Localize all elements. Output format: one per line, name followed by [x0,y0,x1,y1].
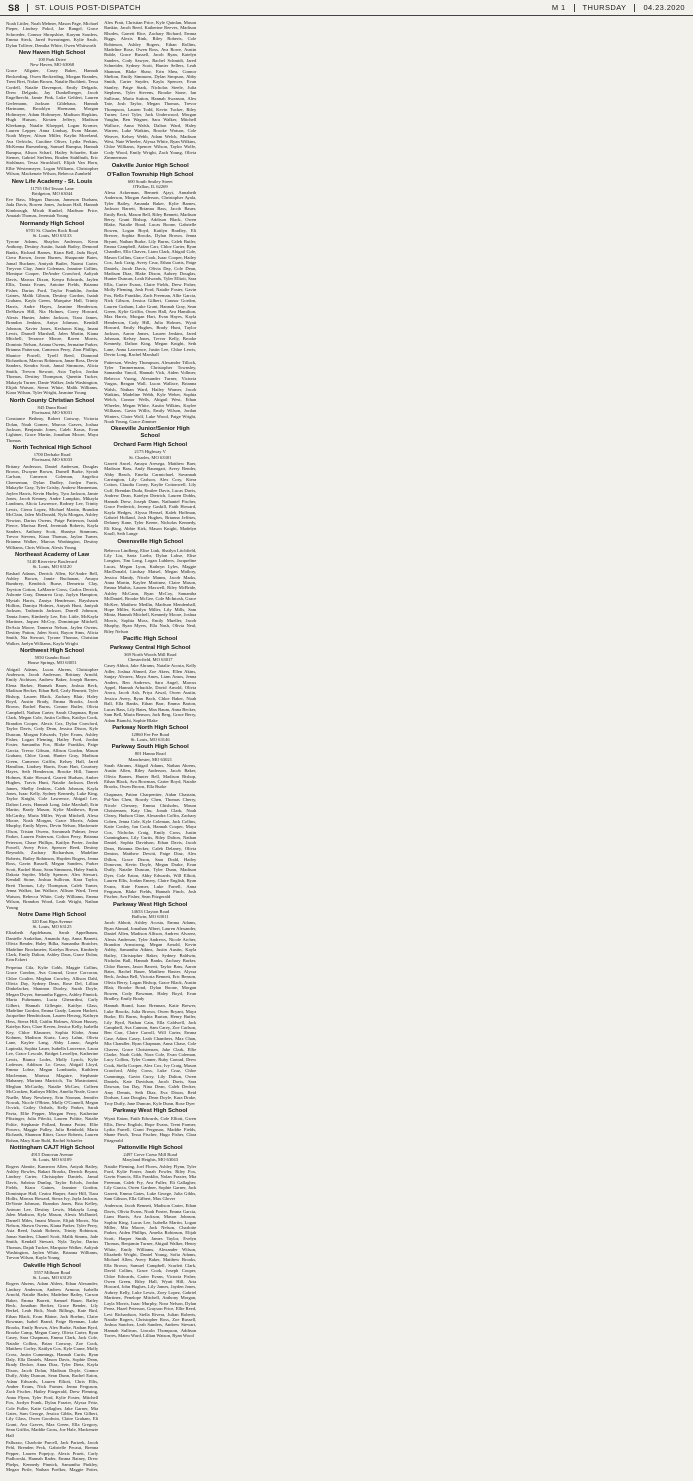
school-block [104,1108,196,1143]
school-city: Maryland Heights, MO 63043 [122,1157,179,1163]
school-city: St. Louis, MO 63133 [32,232,72,238]
school-name: Owensville High School [117,538,184,545]
graduate-names: Alexa Ackerman, Bennett Ajayi, Annabeth Anderson, Morgan Anderson, Christopher Ayala, Tyler Bailey, Amanda Baker, Kylie Barnes, Jackson Barrett, Brianna Bass, Jacob Bauer, Emily Beck, Mason Bell, Riley Bennett, Madison Berry, Grant Bishop, Addison Black, Owen Blake, Natalie Bond, Lucas Boone, Gabrielle Bowen, Logan Boyd, Kaitlyn Bradley, Eli Brewer, Sophia Brooks, Dylan Brown, Jenna Bryant, Nathan Burke, Lily Burns, Caleb Butler, Emma Campbell, Aidan Carr, Chloe Carter, Ryan Chandler, Ella Chavez, Liam Clark, Abigail Cole, Mason Collins, Grace Cook, Isaac Cooper, Hailey Cox, Jack Craig, Avery Cruz, Ethan Curtis, Paige Daniels, Jacob Davis, Olivia Day, Cole Dean, Madison Diaz, Blake Dixon, Aubrey Douglas, Hunter Duncan, Leah Edwards, Tyler Elliott, Sara Ellis, Carter Evans, Claire Fields, Drew Fisher, Molly Fleming, Josh Ford, Natalie Foster, Gavin Fox, Bella Franklin, Zach Freeman, Allie Garcia, Nick Gibson, Jessica Gilbert, Connor Gordon, Lauren Graham, Luke Grant, Hannah Gray, Sean Green, Kylie Griffin, Owen Hall, Ava Hamilton, Max Harris, Morgan Hart, Evan Hayes, Kayla Henderson, Cody Hill, Julia Holmes, Wyatt Howard, Emily Hughes, Brady Hunt, Taylor Jackson, Aaron James, Lauren Jenkins, Jared Johnson, Kelsey Jones, Trevor Kelly, Brooke Kennedy, Dalton King, Megan Knight, Seth Lane, Anna Lawrence, Justin Lee, Chloe Lewis, Devin Long, Rachel Marshall [104,189,197,358]
school-address: 369 North Woods Mill Road [124,652,177,658]
graduate-names: Jacob Abbott, Ashley Acosta, Emma Adams, Ryan Ahmad, Jonathan Albert, Lauren Alexander, Daniel Allen, Madison Allison, Andrew Alvarez, Alexis Anderson, Tyler Andrews, Nicole Archer, Brandon Armstrong, Megan Arnold, Kevin Ashby, Samantha Atkins, Justin Austin, Kayla Bailey, Christopher Baker, Sydney Baldwin, Nicholas Ball, Hannah Banks, Zachary Barker, Chloe Barnes, Jason Barrett, Taylor Bass, Aaron Bates, Rachel Bauer, Matthew Baxter, Alyssa Beck, Joshua Bell, Victoria Bennett, Eric Benson, Olivia Berry, Logan Bishop, Grace Black, Austin Blair, Brooke Bond, Dylan Boone, Morgan Bowen, Cody Bowman, Haley Boyd, Evan Bradley, Emily Brady [104,920,197,1001]
graduate-names: Casey Abbot, Jake Abrams, Natalie Acosta, Kelly Adler, Joshua Ahmed, Zoe Akers, Ellen Akins, Sanjay Alvarez, Maya Ames, Liam Amos, Jenna Anders, Ben Andrews, Sara Angel, Marcus Appel, Hannah Arbuckle, David Arnold, Olivia Arora, Jacob Ash, Priya Atwal, Owen Austin, Jessica Avery, Ryan Bach, Chloe Baker, Noah Ball, Ella Banks, Ethan Barr, Emma Barton, Lucas Bass, Lily Bates, Max Baum, Anna Becker, Sam Bell, Maria Benson, Jack Berg, Grace Berry, Adam Bianchi, Sophie Blake [104,663,197,723]
school-block [104,360,196,425]
header-divider [574,4,575,12]
school-block [104,426,196,440]
school-address: 14653 Clayton Road [131,908,170,914]
school-block [6,965,98,1143]
school-city: St. Louis, MO 63146 [130,737,170,743]
header-left [8,3,141,13]
school-block [104,1003,196,1106]
graduate-names: Constance Bethmy, Robert Conway, Victoria Dolan, Noah Gomez, Marcus Graves, Joshua Jackson, Benjamin Jones, Caleb Kraus, Evan Lightner, Grace Martin, Jonathan Moore, Maya Thomas [6,416,99,443]
school-address: 801 Hanna Road [134,751,166,757]
header-right [552,3,685,12]
school-address: 845 Dunn Road [37,404,67,410]
page-number: S8 [8,2,20,13]
page-header [0,0,693,16]
school-block [104,792,196,900]
graduate-names: Elizabeth Applebaum, Sarah Appelbaum, Danielle Arakelian, Amanda Arp, Anna Barnett, Olivia Bender, Haley Bilka, Samantha Bratcher, Madeline Brockmeier, Katelyn Brown, Kimberly Clark, Emily Dalton, Ashley Daus, Grace Dolan, Erin Eckert [6,930,99,963]
school-name: Oakville High School [23,1262,81,1269]
school-name: New Haven High School [18,50,86,57]
graduate-listing-columns [6,20,687,1475]
school-name: North County Christian School [9,397,95,404]
school-address: 5140 Riverview Boulevard [27,559,77,565]
school-block [104,725,196,742]
school-name: Normandy High School [20,220,85,227]
school-address: 2175 Highway V [134,449,166,455]
school-block [6,648,98,910]
graduate-names: Britany Anderson, Daniel Anderson, Douglas Brown, Dwayne Brown, Darnell Burke, Syriah Carlson, Cameron Coleman, Angelica Cheeseman, Dylan Dudley, Jordyn Farris, Makaylie Gray, Tyler Grisby, Andrew Hanneman, Jaylen Harris, Kevin Hurley, Tyra Jackson, Jamie Jones, Jacob Kenney, Andre Lampkin, Mikayla Landrum, Alicia Lawrence, Rodney Lee, Trinity Lewis, Cierra Lopez, Michael Martin, Brandon McClain, Jalen McDonald, Nyla Morgan, Ashley Newton, Darius Owens, Paige Patterson, Isaiah Pierce, Marissa Reed, Jeremiah Roberts, Kayla Sanders, Anthony Scott, Shaniya Simmons, Trevor Stevens, Kiara Thomas, Jaylon Turner, Brianna Walker, Marcus Washington, Destiny Williams, Chris Wilson, Alexis Young [6,463,99,550]
graduate-names: Wyatt Eaton, Faith Edwards, Cole Elliott, Gwen Ellis, Drew English, Hope Evans, Trent Farmer, Lydia Farrell, Grant Ferguson, Maddie Fields, Shane Finch, Tessa Fischer, Hugo Fisher, Clara Fitzgerald [104,1116,197,1143]
school-address: 12860 Fee Fee Road [131,731,170,737]
school-name: Parkway South High School [111,744,189,751]
graduate-names: Natalie Fleming, Joel Flores, Ashley Flynn, Tyler Ford, Kylie Foster, Jonah Fowler, Riley Fox, Gavin Francis, Ella Franklin, Nolan Frazier, Mia Freeman, Caleb Fry, Ava Fuller, Eli Gallagher, Lily Garcia, Owen Gardner, Sophie Garner, Jack Garrett, Emma Gates, Luke George, Julia Gibbs, Sam Gibson, Ella Gilbert, Max Glover [104,1163,197,1201]
graduate-names: Chapman, Patton Charpentier, Aidan Chastain, Pal-Yan Chen, Rowdy Chen, Thomas Cherry, Nicole Chesney, Emma Chisholm, Mason Christensen, Katy Chu, Jonah Clark, Noah Cleary, Hudson Cline, Alexandra Coffin, Zachary Cohen, Jenna Cole, Kyle Coleman, Jack Collins, Katie Conley, Ian Cook, Hannah Cooper, Maya Cox, Nicholas Craig, Emily Cross, Justin Cunningham, Lily Curtis, Riley Dalton, Nathan Daniel, Sophia Davidson, Ethan Davis, Jacob Dean, Brianna Decker, Caleb Delaney, Olivia Denton, Matthew Dewitt, Paige Diaz, Alex Dillon, Grace Dixon, Sam Dodd, Hailey Donovan, Kevin Doyle, Megan Drake, Evan Duffy, Natalie Duncan, Tyler Dunn, Madison Dyer, Cole Eaton, Abby Edwards, Will Elliott, Lauren Ellis, Jordan Emery, Claire English, Ryan Evans, Kate Farmer, Luke Farrell, Anna Ferguson, Blake Fields, Hannah Finch, Josh Fischer, Ava Fisher, Sean Fitzgerald [104,791,197,900]
graduate-names: Rashad Adams, Derrick Allen, Ke'Andre Bell, Ashley Brown, Jamie Buchanan, Amaya Bumbrey, Kendrick Burse, Demetria Clay, Tayvion Cotton, LaMarrie Cross, Carlos Derrick, Ashonte Gray, Damarea Gray, Jaylyn Hampton, Myriah Harris, Zaniya Henderson, Rayshawn Hollins, Damiya Holmes, Aniyah Hunt, Janiyah Jackson, Tashonda Jackson, Darrell Johnson, Tamia Jones, Kimberly Lee, Eric Little, McKayla Martinez, Jaquez McCoy, Dominique Mitchell, DeAsia Moore, Tamerra Nelson, Jaylen Owens, Destiny Patton, Jalen Scott, Rayon Sims, Alicia Smith, Nia Stewart, Tyrone Thomas, Christian Walker, Jaelyn Williams, Kayla Wright [6,570,99,646]
school-city: Manchester, MO 63021 [128,756,172,762]
graduate-names: Sarah Abrams, Abigail Adams, Nathan Ahrens, Austin Allen, Riley Anderson, Jacob Baker, Olivia Barnes, Hunter Bell, Madison Bishop, Ethan Black, Ava Bowman, Carter Boyd, Natalie Brooks, Owen Brown, Ella Burke [104,762,197,790]
school-address: 11755 Old Tesson Lane [30,185,74,191]
school-city: Florissant, MO 63033 [31,457,73,463]
header-divider [634,4,635,12]
school-name: Parkway North High School [112,724,189,731]
graduate-names: Tyrone Adams, Shaylon Anderson, Keon Anthony, Destiny Austin, Isaiah Bailey, Demond Banks, Richard Barnes, Kiara Bell, Jada Boyd, Ciera Brown, Javon Burnes, Shaquonte Bates, Jamal Buckner, Amiyah Butler, Naomi Carter, Treyvon Clay, Jamir Coleman, Jasmine Collins, Monique Cooper, DeAndre Crawford, Aaliyah Davis, Marcus Dixon, Kenya Edwards, Jaylen Ellis, Tamia Evans, Antoine Fields, Brianna Fisher, Darius Ford, Taylor Franklin, Jordan Gaines, Malik Gibson, Destiny Gordon, Isaiah Graham, Kayla Green, Marquise Hall, Trinity Harris, Andre Hayes, Jasmine Henderson, DeShawn Hill, Nia Holmes, Corey Howard, Alexis Hunter, Jaden Jackson, Tiara James, Brandon Jenkins, Aniya Johnson, Kendall Johnson, Xavier Jones, Keshawn King, Imani Lewis, Darnell Marshall, Jalen Martin, Kiana Mitchell, Terrance Moore, Raven Morris, Dominic Nelson, Ariana Owens, Jermaine Parker, Brianna Patterson, Cameron Perry, Zion Phillips, Shanice Powell, Tyrell Reed, Diamond Richardson, Marcus Robinson, Janae Ross, Devin Sanders, Kendra Scott, Jamal Simmons, Alicia Smith, Trevon Stewart, Asia Taylor, Jordan Thomas, Destiny Thompson, Quentin Tucker, Makayla Turner, Dante Walker, Jada Washington, Elijah Watson, Sierra White, Malik Williams, Kiara Wilson, Tyler Wright, Jasmine Young [6,239,99,396]
graduate-names: Palluzzo, Charlotte Parcell, Jack Parizek, Jacob Pehl, Brenden Peck, Gabrielle Pecaut, Brenna Pepper, Lauren Popejoy, Alexis Pruett, Carly Pudlowski, Hannah Rader, Emma Rainey, Drew Phelps, Kennedy Pinnick, Samantha Pinkley, Megan Pirtle, Nathan Poelker, Maggie Potter, Alex Pratt, Christian Price, Kyle Quinlan, Mason Rankin, Jacob Reed, Katherine Reeves, Madison Rhodes, Garrett Rice, Zachary Richard, Emma Riggs, Alexis Rink, Riley Roberts, Cole Robinson, Ashley Rogers, Ethan Rollins, Madeline Rose, Owen Ross, Ava Rowe, Austin Ruble, Grace Russell, Jacob Ryan, Katelyn Sanders, Cody Sawyer, Rachel Schmidt, Jared Schneider, Sydney Scott, Hunter Sellers, Leah Shannon, Blake Shaw, Erin Shea, Connor Shelton, Emily Simmons, Dylan Simpson, Abby Smith, Carter Snyder, Kayla Spencer, Evan Stanley, Paige Stark, Nicholas Steele, Julia Stephens, Tyler Stevens, Brooke Stone, Ian Sullivan, Maria Sutton, Hannah Swanson, Alex Tate, Josh Taylor, Megan Thomas, Trevor Thompson, Lauren Todd, Kevin Tucker, Riley Turner, Lexi Tyler, Jack Underwood, Morgan Vaughn, Ben Wagner, Sara Walker, Mitchell Wallace, Anna Walsh, Dalton Ward, Haley Warren, Luke Watkins, Brooke Watson, Cole Weaver, Kelsey Webb, Adam Welch, Madison West, Nate Wheeler, Alyssa White, Ryan Wilkins, Chloe Williams, Spencer Wilson, Taylor Wolfe, Cody Wood, Emily Wright, Zach Young, Olivia Zimmerman [6,20,197,1473]
school-city: St. Louis, MO 63109 [32,1157,72,1163]
school-block [6,398,98,443]
graduate-names: Abigail Adams, Lucas Ahrens, Christopher Anderson, Jacob Anderson, Brittany Arnold, Emily Atchison, Andrew Baker, Joseph Barnes, Elena Barker, Hannah Bauer, Joshua Beck, Madison Becker, Ethan Bell, Carly Bennett, Tyler Bishop, Lauren Black, Zachary Blair, Haley Boyd, Austin Brady, Emma Brooks, Jacob Brown, Rachel Burns, Connor Butler, Olivia Campbell, Nathan Carter, Sarah Chapman, Ryan Clark, Megan Cole, Justin Collins, Kaitlyn Cook, Brandon Cooper, Alexis Cox, Dylan Crawford, Taylor Davis, Cody Dean, Jessica Dixon, Kyle Duncan, Morgan Edwards, Tyler Evans, Ashley Fisher, Logan Fleming, Hailey Ford, Jordan Foster, Samantha Fox, Blake Franklin, Paige Garcia, Trevor Gibson, Allison Gordon, Mason Graham, Chloe Grant, Hunter Gray, Madison Green, Cameron Griffin, Kelsey Hall, Jared Hamilton, Lindsey Harris, Evan Hart, Courtney Hayes, Seth Henderson, Brooke Hill, Tanner Holmes, Katie Howard, Garrett Hudson, Amber Hughes, Travis Hunt, Natalie Jackson, Derek James, Shelby Jenkins, Caleb Johnson, Kayla Jones, Isaac Kelly, Sydney Kennedy, Luke King, Taylor Knight, Cole Lawrence, Abigail Lee, Dalton Lewis, Hannah Long, Jake Marshall, Erin Martin, Brady Mason, Kylie Matthews, Ryan McCarthy, Maria Miller, Wyatt Mitchell, Alexa Moore, Noah Morgan, Grace Morris, Adam Murphy, Emily Myers, Devin Nelson, Mackenzie Olson, Tristan Owens, Savannah Palmer, Jesse Parker, Lauren Patterson, Colton Perry, Brianna Peterson, Chase Phillips, Kaitlyn Porter, Jordan Powell, Avery Price, Spencer Reed, Destiny Reynolds, Zachary Richardson, Madeline Roberts, Bailey Robinson, Hayden Rogers, Jenna Ross, Gavin Russell, Megan Sanders, Parker Scott, Rachel Shaw, Sean Simmons, Haley Smith, Dakota Snyder, Molly Spencer, Alex Stewart, Kendall Stone, Joshua Sullivan, Kara Taylor, Brett Thomas, Lily Thompson, Caleb Turner, Jenna Walker, Ian Wallace, Allison Ward, Trent Watson, Rebecca White, Cody Williams, Emma Wilson, Brandon Wood, Leah Wright, Nathan Young [6,666,99,910]
school-city: New Haven, MO 63068 [29,62,75,68]
graduate-names: Rogers Ahmite, Kameron Allen, Aniyah Bailey, Ashley Bowles, Bakari Brooks, Derrick Bryant, Lindsey Carter, Christopher Daniels, Jamal Davis, Sabrina Dunlap, Taylor Echols, Jordan Fields, Kiara Gaines, Jasmine Gordon, Dominique Hall, Ceaira Harper, Amir Hill, Tiara Hollis, Marcus Howard, Sierra Ivy, Jayla Jackson, DeVonte Johnson, Brandon Jones, Bria Kelley, Antwan Lee, Destiny Lewis, Makayla Long, Jalen Madison, Kyla Mason, Alexis McDaniel, Darnell Miles, Imani Moore, Elijah Morris, Nia Nelson, Shawn Owens, Kiana Parker, Tyler Perry, Asia Reed, Isaiah Roberts, Trinity Robinson, Jamar Sanders, Chanel Scott, Malik Simms, Jade Smith, Kendall Stewart, Nyla Taylor, Darius Thomas, Dajah Tucker, Marquise Walker, Aaliyah Washington, Jaylen White, Brianna Williams, Trevon Wilson, Kayla Young [6,1163,99,1261]
school-block [6,1263,98,1438]
school-name: Notre Dame High School [18,911,87,918]
graduate-names: Perpetua Cila, Kylie Cobb, Maggie Collins, Grace Condon, Ava Conrad, Grace Corcoran, Chloe Coulter, Meghan Crowley, Allison Dahl, Olivia Day, Sydney Dean, Rose Del, Lillian Dinkelacker, Shannon Dooley, Sarah Doyle, Megan Dwyer, Samantha Eggers, Ashley Finnick, Maria Fuhrmann, Lucia Gherardini, Carly Gilbert, Hannah Gillespie, Kaitlyn Glass, Madeline Gordon, Emma Grady, Lauren Hackett, Jacqueline Hendrickson, Lauren Herzog, Kathryn Hess, Sierra Hill, Caitlin Holmes, Alison Hussey, Katelyn Kerr, Clare Keven, Jessica Kelly, Isabella Key, Chloe Klausner, Sophia Klobe, Anna Kohnen, Madison Kurtz, Lucy Lahm, Olivia Lane, Kaylee Lang, Abby Lanzo, Angela Lapinski, Sophia Lauer, Isabella Lawrence, Laura Lee, Grace Lescale, Bridget Lewellyn, Katherine Lewis, Bianca Lodes, Molly Lynch, Kylie Lodesser, Addison Lo Gesso, Abigail Lloyd, Emma Lohse, Megan Lombardo, Kathleen Maclennan, Marissa Maguire, Stephanie Mahaney, Mariana Maricich, Tia Mastroianni, Meghan McCarthy, Natalie McCaw, Colleen McCracken, Kathryn Miller, Amelia Neale, Grace Nuelle, Mary Newberry, Erin Noonan, Jennifer Nowak, Nicole O'Brien, Molly O'Connell, Megan Ocvirk, Cailey Ortbals, Kelly Parker, Sarah Pavia, Ellie Pepper, Morgan Perry, Katherine Pfitzinger, Julia Pilecki, Lauren Politte, Natalie Polite, Stephanie Pollard, Emma Potter, Ellie Powers, Maggie Pulley, Julia Reinhold, Maria Richards, Shannon Ritter, Grace Roberts, Lauren Rohan, Mary Kate Ruhl, Rachel Schaefer [6,964,99,1143]
graduate-names: Grace Allgaier, Casey Baker, Hannah Beckerding, Owen Beckerding, Morgan Brandes, Trent Brei, Nolan Brown, Natalie Buchheit, Tessa Cordell, Natalie Davenport, Emily Delgado, Drew Delgado, Jay Dunkelberger, Jacob Engelbrecht, Jamie Fink, Luke Gehlert, Lauren Gerlemann, Jackson Gildehaus, Hannah Hartmann, Brooklyn Hoemann, Morgan Holtmeyer, Adam Holtmeyer, Madison Hopkins, Hugh Hutson, Kirsten Jeffery, Madison Kleekamp, Natalie Kloeppel, Logan Kromer, Lauren Lepper, Anna Lindsay, Evan Maune, Noah Meyer, Alison Miller, Kaylin Moreland, Ava Oelrichs, Caroline Oliver, Lydia Perkins, McKenna Ruesenberg, Samuel Rumpsa, Hannah Rumpsa, Alison Scharf, Hailey Schaefer, Kate Siemer, Gabriel Steffens, Braden Stahlhuth, Eric Stohlman, Tessa Struckhoff, Elijah Van Horn, Ellie Westermeyer, Logan Williams, Christopher Wilson, Mackenzie Wilson, Rebecca Zumbehl [6,68,99,177]
section-label: M 1 [551,3,566,12]
school-address: 5557 Milburn Road [33,1269,71,1275]
graduate-names: Rogers Ahrens, Adam Ahlers, Ethan Alexander, Lindsey Anderson, Andrew Armour, Isabella Arnold, Natalie Bader, Madeline Bailey, Carson Baker, Emma Barrett, Samuel Bauer, Bailey Beck, Jonathan Becker, Grace Bender, Lily Berkel, Leah Bick, Noah Billings, Kate Bird, Ethan Black, Evan Blaine, Jack Boehm, Claire Bowman, Isabel Brand, Paige Brennan, Luke Brooks, Emily Brown, Alex Burke, Nathan Byrd, Brooke Camp, Megan Carey, Olivia Carter, Ryan Casey, Sara Chapman, Emma Clark, Jack Cole, Natalie Collins, Brian Conway, Zoe Cook, Matthew Corley, Kaitlyn Cox, Kyle Crane, Molly Cross, Justin Cummings, Hannah Curtis, Ryan Daly, Ella Daniels, Mason Davis, Sophie Dean, Brady Decker, Anna Diaz, Tyler Dietz, Kayla Dixon, Jacob Dolan, Madison Doyle, Connor Duffy, Abby Duncan, Sean Dunn, Rachel Eaton, Adam Edwards, Lauren Elliott, Chris Ellis, Amber Evans, Nick Farmer, Jenna Ferguson, Zach Fischer, Hailey Fitzgerald, Drew Fleming, Anna Flynn, Tyler Ford, Kylie Foster, Mitchell Fox, Jordyn Frank, Dylan Frazier, Alyssa Fritz, Cole Fuller, Katie Gallagher, Jake Garner, Mia Gates, Sam George, Jessica Gibbs, Ben Gilbert, Lily Glass, Owen Goodwin, Claire Graham, Eli Grant, Ava Graves, Max Green, Ella Gregory, Sean Griffin, Maddie Gross, Joe Hale, Mackenzie Hall [6,1281,99,1438]
school-address: 4915 Donovan Avenue [31,1152,74,1158]
school-address: 6701 St. Charles Rock Road [25,227,79,233]
graduate-names: Noah Littler, Noah Mehner, Mason Page, Michael Pieper, Lindsey Pokol, Jae Rangel, Grace Schroeder, Connor Shropshire, Karynn Souders, Emma Steck, Jared Swearingen, Kylie Szulc, Dylan Tolliver, Demika White, Owen Whitworth [6,21,99,48]
school-address: 2497 Creve Coeur Mill Road [123,1152,177,1158]
school-address: 5050 Gumbo Road [34,655,70,661]
school-block [104,1145,196,1201]
school-name: O'Fallon Township High School [106,171,194,178]
school-name: Pacific High School [123,636,178,643]
school-block [104,539,196,546]
school-city: St. Charles, MO 63301 [128,454,172,460]
school-block [6,179,98,219]
school-block [104,442,196,536]
school-address: 100 Park Drive [38,57,67,63]
school-block [6,50,98,177]
school-block [104,744,196,789]
school-name: North Technical High School [12,445,92,452]
school-block [104,163,196,170]
school-city: Bridgeton, MO 63044 [31,190,73,196]
newspaper-name: ST. LOUIS POST-DISPATCH [34,3,141,12]
graduate-names-continued: Anderson, Jacob Bennett, Madison Carter, Ethan Davis, Olivia Evans, Noah Foster, Emma Garcia, Liam Harris, Ava Jackson, Mason Johnson, Sophia King, Lucas Lee, Isabella Martin, Logan Miller, Mia Moore, Jack Nelson, Charlotte Parker, Aiden Phillips, Amelia Robinson, Elijah Scott, Harper Smith, James Taylor, Evelyn Thomas, Benjamin Turner, Abigail Walker, Henry White, Emily Williams, Alexander Wilson, Elizabeth Wright, Daniel Young, Sofia Adams, Michael Allen, Avery Baker, Matthew Brooks, Ella Brown, Samuel Campbell, Scarlett Clark, David Collins, Grace Cook, Joseph Cooper, Chloe Edwards, Carter Evans, Victoria Fisher, Owen Green, Riley Hall, Wyatt Hill, Aria Howard, John Hughes, Lily James, Jayden Jones, Aubrey Kelly, Luke Lewis, Zoey Lopez, Gabriel Martinez, Penelope Mitchell, Anthony Morgan, Layla Morris, Isaac Murphy, Nora Nelson, Dylan Perez, Hazel Peterson, Grayson Price, Ellie Reed, Levi Richardson, Stella Rivera, Julian Roberts, Natalie Rogers, Christopher Ross, Zoe Russell, Joshua Sanchez, Leah Sanders, Andrew Stewart, Hannah Sullivan, Lincoln Thompson, Addison Torres, Mateo Ward, Lillian Watson, Ryan Wood [104,1203,197,1339]
school-block [6,221,98,396]
school-block [6,912,98,963]
school-city: St. Louis, MO 63125 [32,924,72,930]
school-address: 320 East Ripa Avenue [31,918,73,924]
school-city: House Springs, MO 63051 [27,660,77,666]
school-address: 1700 Derhake Road [33,452,71,458]
school-block [104,636,196,643]
school-block [104,172,196,358]
school-name: Pattonville High School [117,1145,183,1152]
school-city: Chesterfield, MO 63017 [127,657,173,663]
school-block [6,552,98,646]
graduate-names: Patterson, Wesley Thompson, Alexander Tillock, Tyler Timmermann, Christopher Townsley, Samantha Vancil, Hannah Vick, Aiden Vollmer, Rebecca Vuong, Alexander Turner, Victoria Vargas, Reagan Wall, Lucas Wallace, Brianna Walsh, Nathan Ward, Hailey Warner, Jacob Watkins, Madeline Webb, Kyle Weber, Sophia Welch, Connor Wells, Abigail West, Ethan Wheeler, Megan White, Austin Wilkins, Kaylee Williams, Gavin Willis, Emily Wilson, Jordan Winters, Claire Wolf, Luke Wood, Paige Wright, Noah Young, Grace Zimmer [104,359,197,425]
school-name: Parkway West High School [113,901,188,908]
school-city: St. Louis, MO 63120 [32,564,72,570]
school-name: Northeast Academy of Law [14,552,90,559]
school-name: Oakville Junior High School [111,162,189,169]
school-city: O'Fallon, IL 62269 [132,183,168,189]
school-block [6,21,98,48]
school-name: Okeeville Junior/Senior High School [110,426,190,440]
issue-date: 04.23.2020 [643,3,685,12]
school-address: 600 South Smiley Street [127,178,173,184]
graduate-names: Hannah Brand, Isaac Brennan, Katie Brewer, Luke Brooks, Julia Brown, Owen Bryant, Maya Burke, Eli Burns, Sophia Burton, Henry Butler, Lily Byrd, Nathan Cain, Ella Caldwell, Jack Campbell, Ava Cannon, Sam Carey, Zoe Carlson, Ben Carr, Claire Carroll, Will Carter, Emma Case, Adam Casey, Leah Chambers, Max Chan, Mia Chandler, Ryan Chapman, Anna Chase, Cole Chavez, Grace Christensen, Jake Clark, Ellie Clarke, Noah Cobb, Nora Cole, Evan Coleman, Lucy Collins, Tyler Conner, Ruby Conrad, Drew Cook, Stella Cooper, Alex Cox, Ivy Craig, Mason Crawford, Abby Cross, Luke Cruz, Chloe Cummings, Gavin Curry, Lily Dalton, Owen Daniels, Kate Davidson, Jacob Davis, Sara Dawson, Ian Day, Nina Dean, Caleb Decker, Amy Dennis, Seth Diaz, Eva Dixon, Reid Dodson, Lara Douglas, Dean Doyle, Kara Drake, Troy Duffy, Jane Duncan, Kyle Dunn, Rose Dyer [104,1003,197,1106]
school-name: New Life Academy - St. Louis [11,178,93,185]
school-block [6,1145,98,1261]
school-block [6,445,98,550]
school-city: St. Louis, MO 63129 [32,1275,72,1281]
school-name: Parkway West High School [113,1108,188,1115]
school-block [104,548,196,635]
school-city: Florissant, MO 63031 [31,409,73,415]
school-name: Northwest High School [20,648,84,655]
school-name: Orchard Farm High School [113,442,188,449]
graduate-names: Eve Bass, Megan Duncan, Jameson Durham, Jada Davis, Rowen Jones, Jackson Hall, Hannah Kimbrough, Micah Kunkel, Madison Price, Amaiah Thomas, Jeremiah Young [6,196,99,219]
graduate-names: Rebecca Lindberg, Elise Link, Shailyn Litchfield, Lily Liu, Saria Loehr, Dylan Lohse, Elise Longton, Tim Long, Logan Lubbers, Jacqueline Lucas, Megan Lyon, Kathryn Lyles, Maggie MacDonald, Lindsay Maisel, Megan Mallory, Jessica Mandy, Nicole Manns, Jacob Marks, Anna Martin, Kaylee Martinez, Claire Mason, Emma Mathis, Lauren Maxwell, Riley McBride, Ashley McCann, Ryan McCoy, Samantha McDaniel, Brooke McGee, Cole McIntosh, Grace McKee, Matthew Medlin, Madison Mendenhall, Hope Miller, Kaitlyn Miller, Lily Mills, Sam Mintz, Hannah Mitchell, Kennedy Moore, Joshua Morris, Sophia Moss, Emily Mueller, Jacob Murphy, Ryan Myers, Ella Nash, Olivia Neal, Riley Nelson [104,547,197,634]
school-block [104,902,196,1002]
school-city: Ballwin, MO 63011 [131,914,169,920]
graduate-names: Garrett Ancel, Amaya Aresega, Matthew Baer, Madison Bass, Andy Baumgart, Avery Bender, Abby Beach, Emelia Carmichael, Savannah Carrington, Lily Carlson, Alex Cory, Kiera Cotton, Claudia Coney, Kaylie Cottonwell, Lily Cuff, Brendan Duda, Emilee Davis, Lucas Davis, Andrew Dean, Katelyn Dietrich, Lauren Dobbs, Hannah Drew, Joseph Dunn, Nathaniel Fischer, Grace Frederick, Jeremy Gaskill, Faith Howard, Kayla Hedges, Alyssa Hensel, Kaleb Hoffman, Gabriel Holland, Josh Hughes, Brianna Jeffries, Delaney Kane, Tyler Keene, Nicholas Kennedy, Eli King, Abbie Kirk, Mason Knight, Madelyn Knoll, Seth Lange [104,460,197,537]
school-name: Nottingham CAJT High School [9,1145,95,1152]
school-block [104,645,196,723]
weekday: THURSDAY [582,3,627,12]
header-divider [27,4,28,12]
school-name: Parkway Central High School [109,645,191,652]
